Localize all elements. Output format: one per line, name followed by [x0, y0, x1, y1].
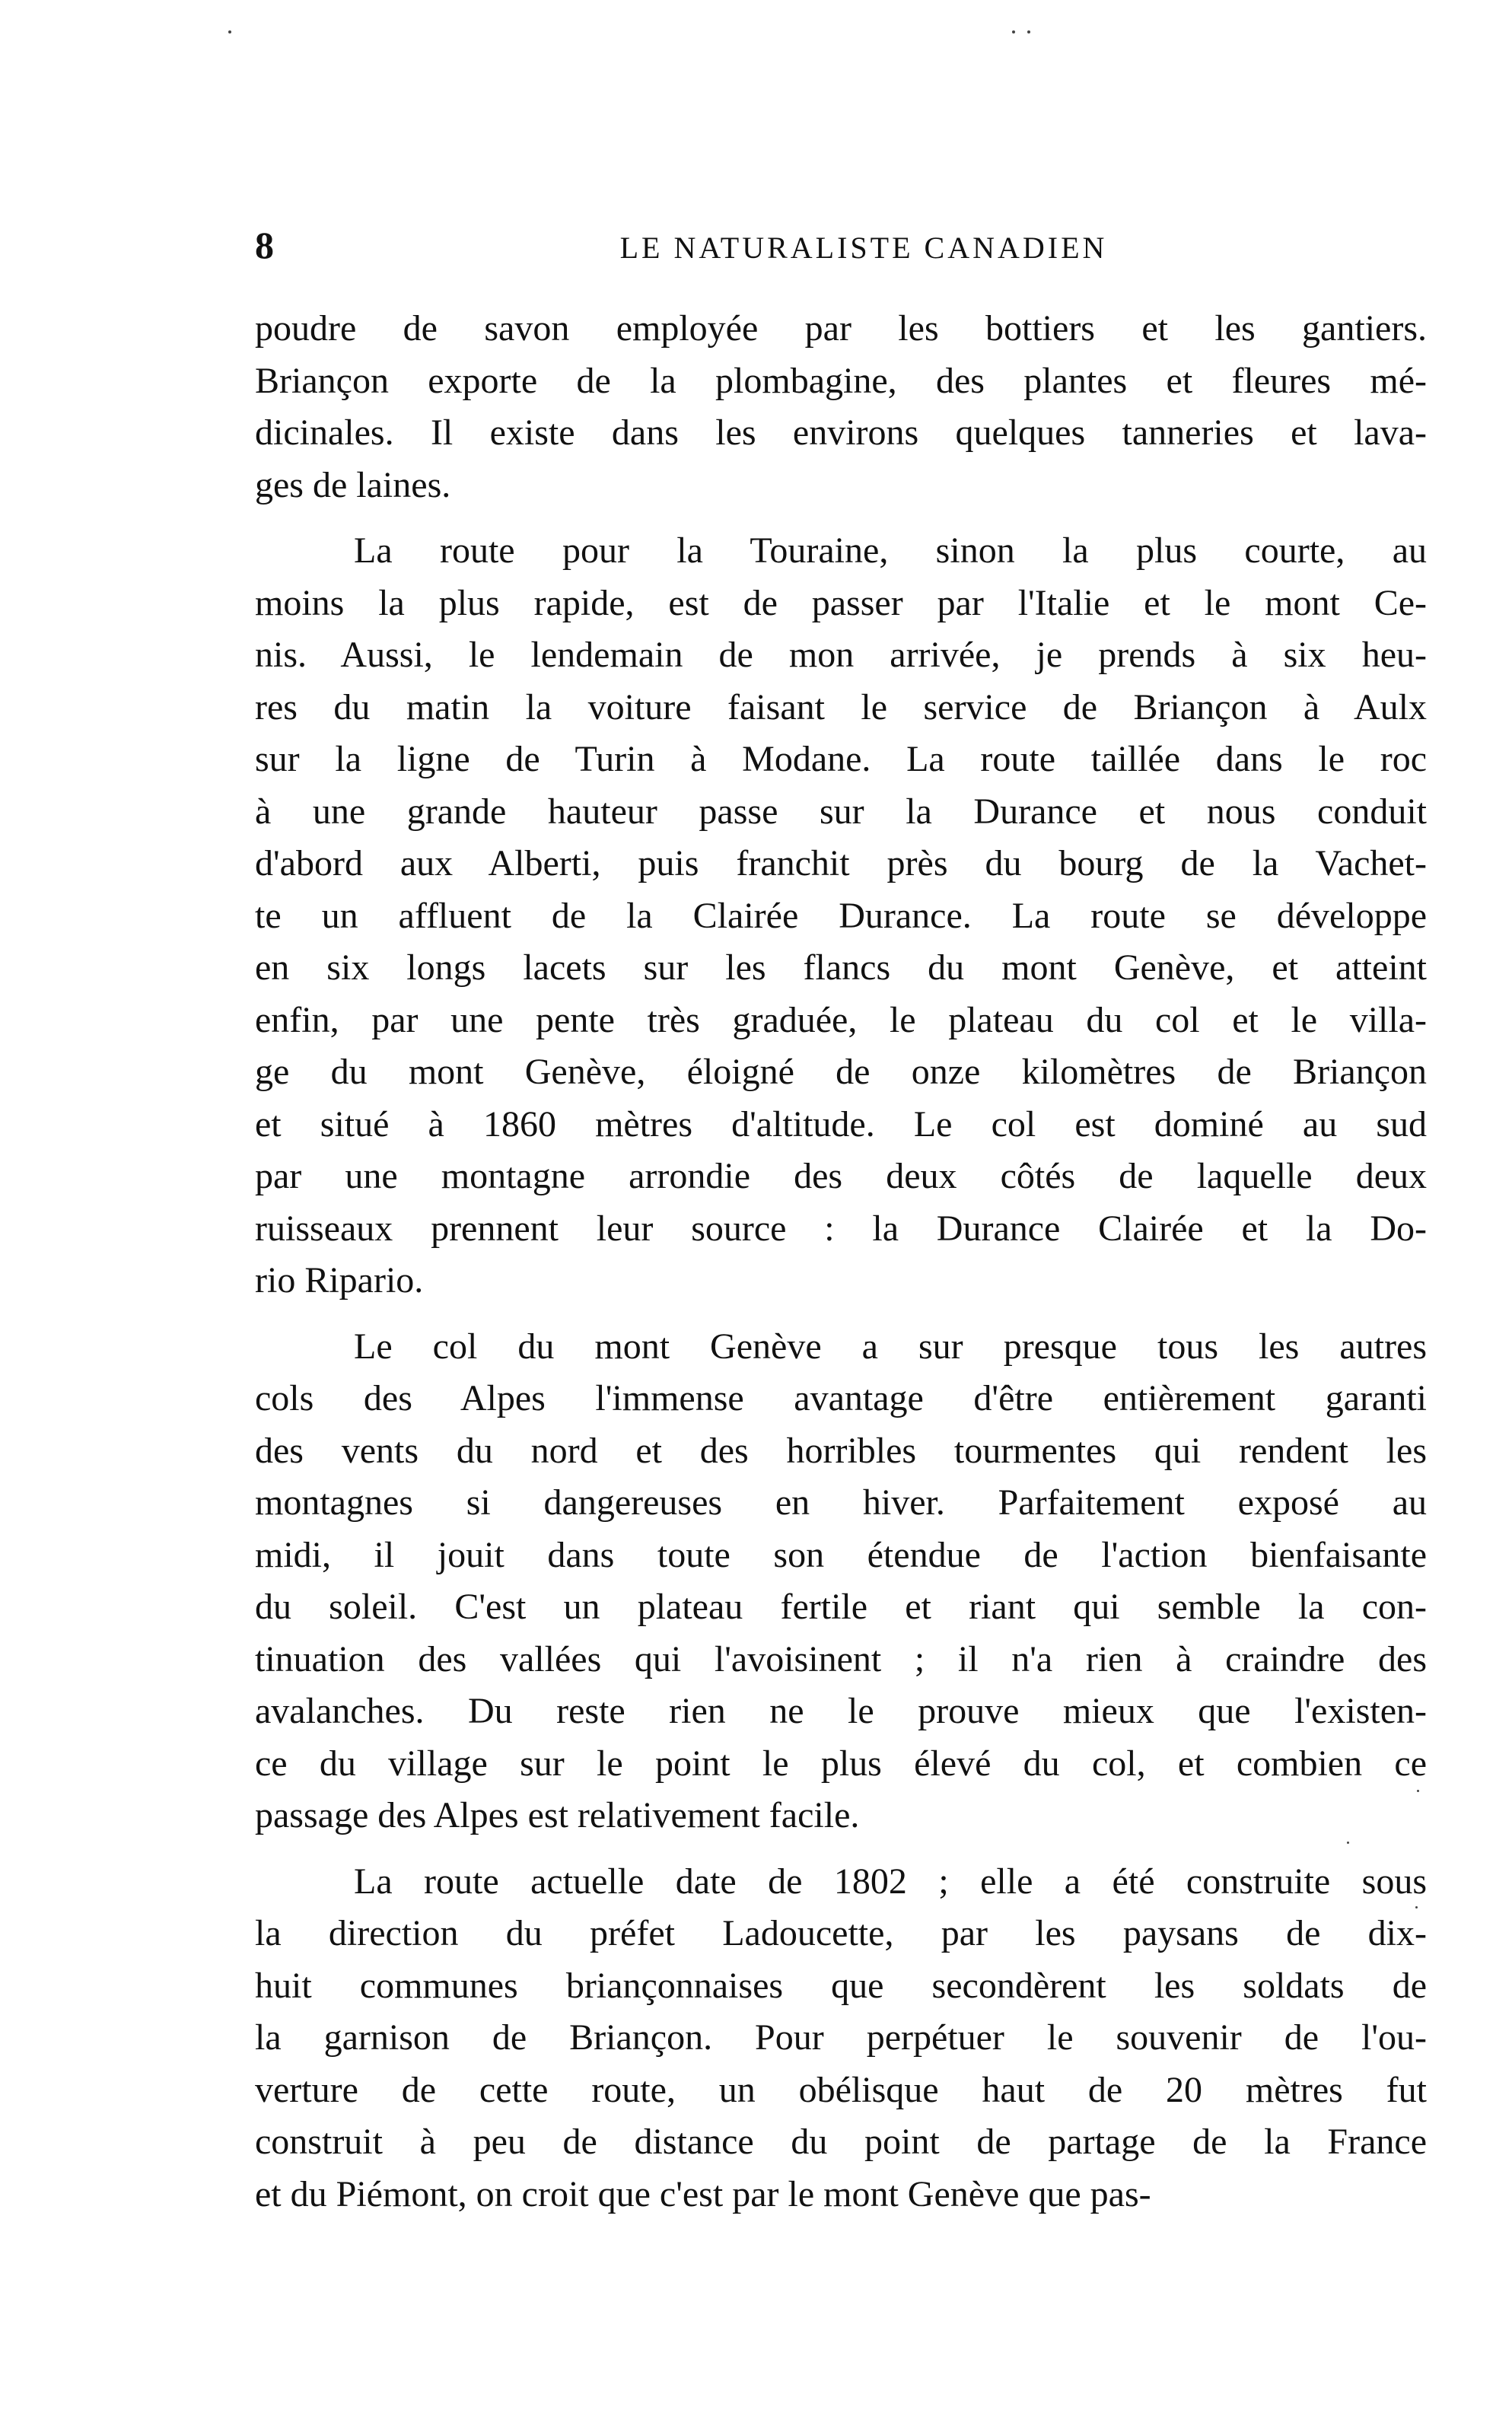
page-header: [255, 222, 1427, 275]
paragraph-gap: [255, 1842, 1427, 1856]
text-line: nis. Aussi, le lendemain de mon arrivée, je prends à six heu-: [255, 635, 1427, 675]
text-line: par une montagne arrondie des deux côtés de laquelle deux: [255, 1156, 1427, 1196]
text-line: Briançon exporte de la plombagine, des plantes et fleures mé-: [255, 360, 1427, 401]
text-line: la garnison de Briançon. Pour perpétuer le souvenir de l'ou-: [255, 2017, 1427, 2058]
text-line: La route actuelle date de 1802 ; elle a été construite sous: [354, 1861, 1427, 1902]
text-line: montagnes si dangereuses en hiver. Parfaitement exposé au: [255, 1482, 1427, 1523]
text-line: d'abord aux Alberti, puis franchit près du bourg de la Vachet-: [255, 843, 1427, 883]
paragraph: [255, 525, 1427, 1307]
text-line: du soleil. C'est un plateau fertile et riant qui semble la con-: [255, 1587, 1427, 1627]
paragraph-gap: [255, 511, 1427, 525]
text-line: passage des Alpes est relativement facile.: [255, 1795, 860, 1835]
text-line: et situé à 1860 mètres d'altitude. Le col est dominé au sud: [255, 1103, 1427, 1144]
paragraph: [255, 1321, 1427, 1842]
scan-speck: [1012, 30, 1015, 33]
text-line: verture de cette route, un obélisque haut de 20 mètres fut: [255, 2069, 1427, 2110]
text-line: ce du village sur le point le plus élevé du col, et combien ce: [255, 1743, 1427, 1784]
scan-speck: [1347, 1842, 1349, 1844]
text-line: midi, il jouit dans toute son étendue de l'action bienfaisante: [255, 1534, 1427, 1575]
page-number: 8: [255, 224, 274, 266]
text-line: huit communes briançonnaises que secondèrent les soldats de: [255, 1965, 1427, 2006]
text-line: moins la plus rapide, est de passer par l'Italie et le mont Ce-: [255, 582, 1427, 623]
paragraph-gap: [255, 1307, 1427, 1321]
text-line: res du matin la voiture faisant le service de Briançon à Aulx: [255, 686, 1427, 727]
text-line: et du Piémont, on croit que c'est par le mont Genève que pas-: [255, 2173, 1151, 2214]
text-line: ruisseaux prennent leur source : la Durance Clairée et la Do-: [255, 1208, 1427, 1249]
text-line: ges de laines.: [255, 464, 451, 505]
text-line: dicinales. Il existe dans les environs quelques tanneries et lava-: [255, 412, 1427, 453]
text-line: La route pour la Touraine, sinon la plus courte, au: [354, 530, 1427, 571]
text-line: sur la ligne de Turin à Modane. La route taillée dans le roc: [255, 739, 1427, 779]
text-line: la direction du préfet Ladoucette, par les paysans de dix-: [255, 1913, 1427, 1953]
text-line: des vents du nord et des horribles tourmentes qui rendent les: [255, 1430, 1427, 1471]
text-line: en six longs lacets sur les flancs du mont Genève, et atteint: [255, 947, 1427, 988]
text-line: Le col du mont Genève a sur presque tous les autres: [354, 1326, 1427, 1367]
text-line: cols des Alpes l'immense avantage d'être entièrement garanti: [255, 1378, 1427, 1418]
text-line: poudre de savon employée par les bottiers et les gantiers.: [255, 308, 1427, 349]
scan-speck: [1415, 1906, 1418, 1908]
text-line: avalanches. Du reste rien ne le prouve mieux que l'existen-: [255, 1691, 1427, 1731]
paragraph: [255, 303, 1427, 511]
text-line: tinuation des vallées qui l'avoisinent ; il n'a rien à craindre des: [255, 1638, 1427, 1679]
scan-speck: [1027, 30, 1030, 33]
text-line: rio Ripario.: [255, 1260, 424, 1300]
text-line: enfin, par une pente très graduée, le plateau du col et le villa-: [255, 999, 1427, 1040]
scan-speck: [228, 30, 231, 33]
text-line: à une grande hauteur passe sur la Durance et nous conduit: [255, 791, 1427, 832]
body-text: [255, 303, 1427, 2220]
running-head: LE NATURALISTE CANADIEN: [619, 231, 1108, 265]
paragraph: [255, 1856, 1427, 2221]
scan-speck: [1417, 1790, 1419, 1792]
text-line: construit à peu de distance du point de partage de la France: [255, 2122, 1427, 2162]
text-line: ge du mont Genève, éloigné de onze kilomètres de Briançon: [255, 1052, 1427, 1092]
text-line: te un affluent de la Clairée Durance. La route se développe: [255, 895, 1427, 936]
